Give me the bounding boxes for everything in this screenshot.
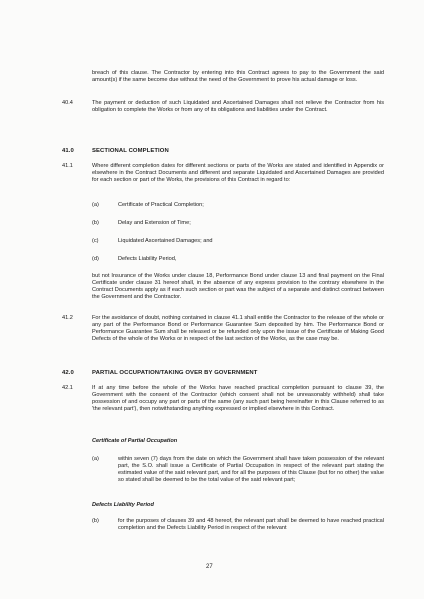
page-number: 27 xyxy=(206,564,213,570)
clause-number-42-1: 42.1 xyxy=(62,385,73,391)
list-item-text: Certificate of Practical Completion; xyxy=(118,202,204,208)
list-item-label: (b) xyxy=(92,518,99,524)
clause-42-1-text: If at any time before the whole of the Works have reached practical completion pursuant to clause 39, the Government with the consent of the Contractor (which consent shall not be unreasonably withheld) shall take possession of and occupy any part or parts of the same (any such part being hereinafter in this Clause referred to as 'the relevant part'), then notwithstanding anything expressed or implied elsewhere in this Contract. xyxy=(92,385,384,412)
clause-number-41-1: 41.1 xyxy=(62,163,73,169)
list-item-label: (c) xyxy=(92,238,99,244)
sub-heading-partial-occupation: Certificate of Partial Occupation xyxy=(92,438,178,444)
section-number-41: 41.0 xyxy=(62,148,74,154)
list-item-text: Delay and Extension of Time; xyxy=(118,220,191,226)
clause-41-1-intro: Where different completion dates for different sections or parts of the Works are stated and identified in Appendix or elsewhere in the Contract Documents and different and separate Liquidated and Ascertained Damages are provided for each section or part of the Works, the provisions of this Contract in regard to: xyxy=(92,163,384,183)
clause-number-40-4: 40.4 xyxy=(62,100,73,106)
section-heading-41: SECTIONAL COMPLETION xyxy=(92,148,169,154)
item-a-text: within seven (7) days from the date on which the Government shall have taken possession of the relevant part, the S.O. shall issue a Certificate of Partial Occupation in respect of the relevant part stating the estimated value of the said relevant part, and for all the purposes of this Clause (but for no other) the value so stated shall be deemed to be the total value of the said relevant part; xyxy=(118,456,384,483)
clause-41-1-closing: but not Insurance of the Works under clause 18, Performance Bond under clause 13 and final payment on the Final Certificate under clause 31 hereof shall, in the absence of any express provision to the contrary elsewhere in the Contract Documents apply as if each such section or part was the subject of a separate and distinct contract between the Government and the Contractor. xyxy=(92,273,384,300)
list-item-label: (a) xyxy=(92,456,99,462)
clause-number-41-2: 41.2 xyxy=(62,315,73,321)
list-item-text: Liquidated Ascertained Damages; and xyxy=(118,238,213,244)
sub-heading-defects-liability: Defects Liability Period xyxy=(92,502,154,508)
list-item-label: (b) xyxy=(92,220,99,226)
clause-40-4-text: The payment or deduction of such Liquidated and Ascertained Damages shall not relieve the Contractor from his obligation to complete the Works or from any of its obligations and liabilities under the Contract. xyxy=(92,100,384,113)
clause-41-2-text: For the avoidance of doubt, nothing contained in clause 41.1 shall entitle the Contractor to the release of the whole or any part of the Performance Bond or Performance Guarantee Sum deposited by him. The Performance Bond or Performance Guarantee Sum shall be released or be refunded only upon the issue of the Certificate of Making Good Defects of the whole of the Works or in respect of the last section of the Works, as the case may be. xyxy=(92,315,384,342)
list-item-text: Defects Liability Period, xyxy=(118,256,177,262)
section-heading-42: PARTIAL OCCUPATION/TAKING OVER BY GOVERNMENT xyxy=(92,370,258,376)
item-b-text: for the purposes of clauses 39 and 48 hereof, the relevant part shall be deemed to have reached practical completion and the Defects Liability Period in respect of the relevant xyxy=(118,518,384,531)
continuation-paragraph: breach of this clause. The Contractor by entering into this Contract agrees to pay to the Government the said amount(s) if the same become due without the need of the Government to prove his actual damage or loss. xyxy=(92,70,384,83)
list-item-label: (d) xyxy=(92,256,99,262)
section-number-42: 42.0 xyxy=(62,370,74,376)
list-item-label: (a) xyxy=(92,202,99,208)
